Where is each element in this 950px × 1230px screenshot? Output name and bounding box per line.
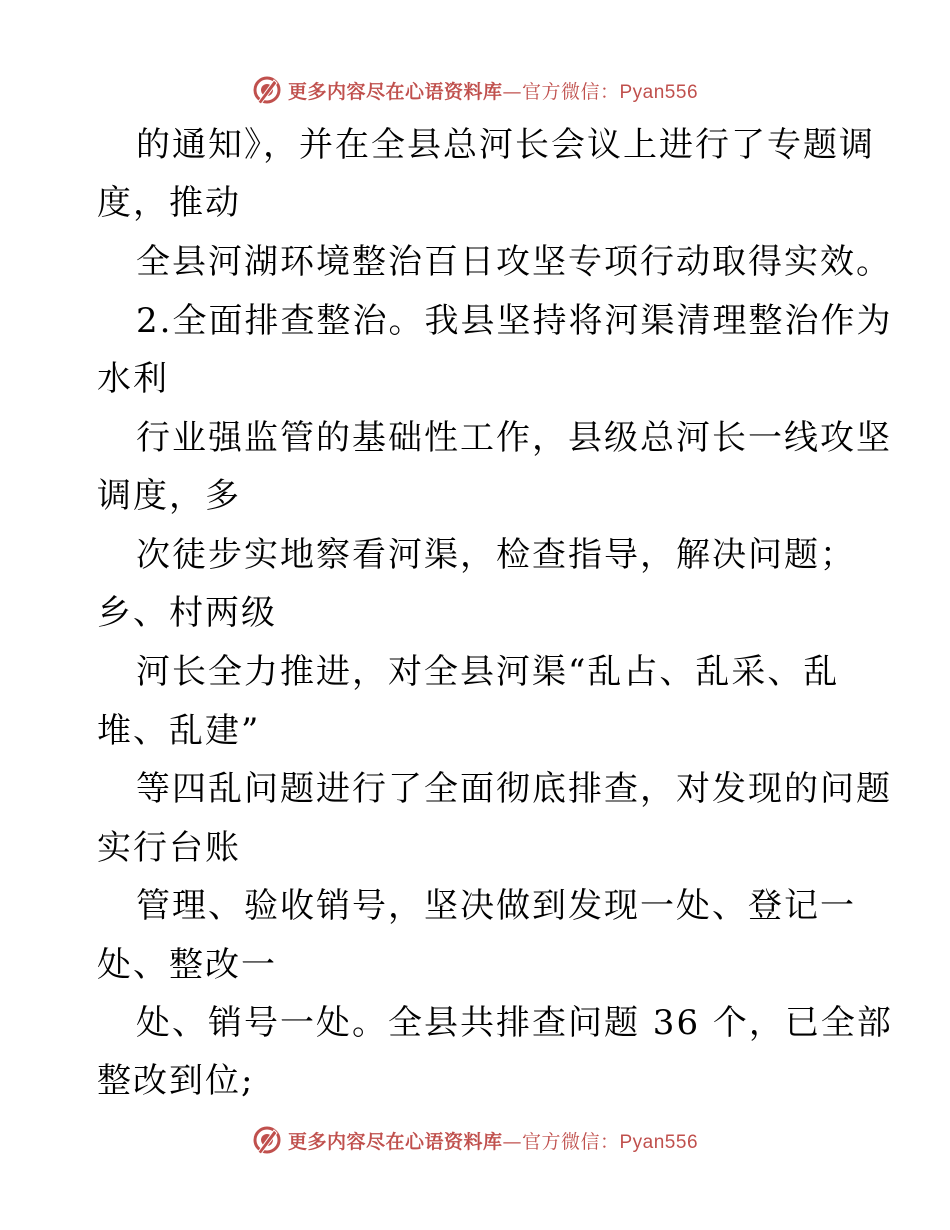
body-line: 2.全面排查整治。我县坚持将河渠清理整治作为 bbox=[136, 301, 893, 341]
body-line: 乡、村两级 bbox=[97, 593, 277, 633]
body-line: 等四乱问题进行了全面彻底排查，对发现的问题 bbox=[136, 769, 892, 809]
body-line: 调度，多 bbox=[97, 476, 241, 516]
body-line: 河长全力推进，对全县河渠“乱占、乱采、乱 bbox=[136, 652, 840, 692]
watermark-banner-top bbox=[0, 70, 950, 110]
watermark-wechat-label: 官方微信： bbox=[521, 80, 620, 103]
body-line: 管理、验收销号，坚决做到发现一处、登记一 bbox=[136, 886, 856, 926]
body-line: 实行台账 bbox=[97, 828, 241, 868]
body-line: 的通知》，并在全县总河长会议上进行了专题调 bbox=[136, 125, 875, 165]
body-line: 整改到位; bbox=[97, 1061, 255, 1101]
watermark-main: 更多内容尽在心语资料库 bbox=[287, 1130, 503, 1153]
pen-logo-icon bbox=[252, 1125, 282, 1155]
body-line: 度，推动 bbox=[97, 183, 241, 223]
body-line: 处、销号一处。全县共排查问题 36 个，已全部 bbox=[136, 1003, 893, 1043]
watermark-dash: — bbox=[502, 1130, 522, 1153]
watermark-dash: — bbox=[502, 80, 522, 103]
watermark-wechat-handle: Pyan556 bbox=[619, 1131, 699, 1153]
body-line: 处、整改一 bbox=[97, 945, 277, 985]
watermark-wechat-handle: Pyan556 bbox=[619, 81, 699, 103]
body-line: 全县河湖环境整治百日攻坚专项行动取得实效。 bbox=[136, 242, 892, 282]
watermark-text bbox=[288, 1127, 698, 1154]
watermark-wechat-label: 官方微信： bbox=[521, 1130, 620, 1153]
body-line: 堆、乱建” bbox=[97, 711, 261, 751]
body-line: 次徒步实地察看河渠，检查指导，解决问题； bbox=[136, 535, 856, 575]
body-line: 水利 bbox=[97, 359, 169, 399]
pen-logo-icon bbox=[252, 75, 282, 105]
watermark-main: 更多内容尽在心语资料库 bbox=[287, 80, 503, 103]
watermark-text bbox=[288, 77, 698, 104]
watermark-banner-bottom bbox=[0, 1120, 950, 1160]
body-line: 行业强监管的基础性工作，县级总河长一线攻坚 bbox=[136, 418, 892, 458]
